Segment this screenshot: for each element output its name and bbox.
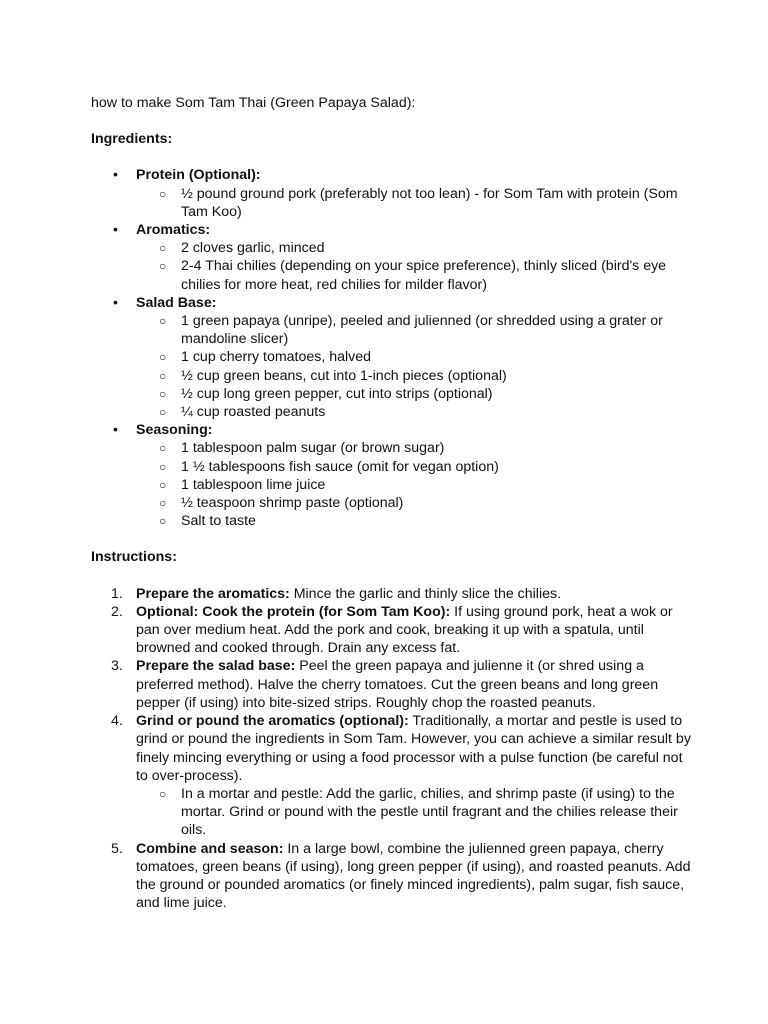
category-title: Seasoning: — [136, 422, 213, 439]
ingredient-items — [136, 185, 691, 221]
ingredient-item — [136, 348, 691, 366]
step-number: 4. — [111, 713, 123, 730]
ingredient-item — [136, 185, 691, 221]
step-text: If using ground pork, heat a wok or pan over medium heat. Add the pork and cook, breaking it up with a spatula, until browned and cooked through. Drain any excess fat. — [136, 603, 673, 657]
circle-bullet-icon: ○ — [159, 786, 167, 801]
category-title: Aromatics: — [136, 222, 211, 239]
ingredient-category — [91, 166, 691, 221]
circle-bullet-icon: ○ — [159, 477, 167, 492]
ingredient-text: ½ cup long green pepper, cut into strips (optional) — [181, 385, 493, 402]
step-title: Prepare the salad base: — [136, 658, 296, 675]
ingredient-text: 2-4 Thai chilies (depending on your spice preference), thinly sliced (bird's eye chilies for more heat, red chilies for milder flavor) — [181, 258, 667, 293]
circle-bullet-icon: ○ — [159, 405, 167, 420]
ingredient-text: ½ pound ground pork (preferably not too lean) - for Som Tam with protein (Som Tam Koo) — [181, 185, 678, 220]
document-page — [91, 94, 691, 912]
ingredients-list — [91, 166, 691, 530]
ingredient-item — [136, 494, 691, 512]
circle-bullet-icon: ○ — [159, 496, 167, 511]
ingredient-text: 2 cloves garlic, minced — [181, 240, 325, 257]
category-title: Salad Base: — [136, 294, 217, 311]
step-title: Prepare the aromatics: — [136, 585, 290, 602]
circle-bullet-icon: ○ — [159, 459, 167, 474]
ingredient-text: 1 ½ tablespoons fish sauce (omit for vegan option) — [181, 458, 499, 475]
circle-bullet-icon: ○ — [159, 350, 167, 365]
ingredient-category — [91, 294, 691, 421]
circle-bullet-icon: ○ — [159, 186, 167, 201]
step-number: 5. — [111, 840, 123, 857]
ingredients-heading: Ingredients: — [91, 131, 173, 148]
ingredient-item — [136, 312, 691, 348]
circle-bullet-icon: ○ — [159, 386, 167, 401]
category-title: Protein (Optional): — [136, 167, 261, 184]
step-title: Combine and season: — [136, 840, 284, 857]
ingredient-text: ¼ cup roasted peanuts — [181, 404, 326, 421]
circle-bullet-icon: ○ — [159, 259, 167, 274]
bullet-icon: • — [113, 294, 118, 311]
ingredient-text: ½ teaspoon shrimp paste (optional) — [181, 495, 404, 512]
ingredient-item — [136, 403, 691, 421]
ingredient-text: 1 tablespoon palm sugar (or brown sugar) — [181, 440, 445, 457]
instruction-substep — [136, 785, 691, 840]
instruction-step — [91, 712, 691, 839]
instruction-step — [91, 657, 691, 712]
step-title: Optional: Cook the protein (for Som Tam Koo): — [136, 603, 451, 620]
ingredient-item — [136, 439, 691, 457]
circle-bullet-icon: ○ — [159, 314, 167, 329]
circle-bullet-icon: ○ — [159, 241, 167, 256]
instruction-substeps — [136, 785, 691, 840]
ingredient-text: 1 cup cherry tomatoes, halved — [181, 349, 372, 366]
ingredient-text: 1 tablespoon lime juice — [181, 476, 326, 493]
instructions-heading: Instructions: — [91, 549, 177, 566]
instruction-step — [91, 603, 691, 658]
ingredient-category — [91, 421, 691, 530]
step-number: 1. — [111, 585, 123, 602]
ingredient-text: ½ cup green beans, cut into 1-inch pieces (optional) — [181, 367, 507, 384]
ingredient-item — [136, 385, 691, 403]
ingredient-item — [136, 239, 691, 257]
step-title: Grind or pound the aromatics (optional): — [136, 713, 409, 730]
ingredient-items — [136, 239, 691, 294]
step-text: In a large bowl, combine the julienned green papaya, cherry tomatoes, green beans (if using), long green pepper (if using), and roasted peanuts. Add the ground or pounded aromatics (or finely minced ingredients), palm sugar, fish sauce, and lime juice. — [136, 840, 691, 912]
ingredient-item — [136, 512, 691, 530]
step-text: Traditionally, a mortar and pestle is used to grind or pound the ingredients in Som Tam. However, you can achieve a similar result by finely mincing everything or using a food processor with a pulse function (be careful not to over-process). — [136, 713, 691, 784]
step-number: 2. — [111, 603, 123, 620]
ingredient-text: 1 green papaya (unripe), peeled and julienned (or shredded using a grater or mandoline slicer) — [181, 313, 663, 348]
circle-bullet-icon: ○ — [159, 441, 167, 456]
bullet-icon: • — [113, 422, 118, 439]
instruction-step — [91, 840, 691, 913]
step-text: Peel the green papaya and julienne it (or shred using a preferred method). Halve the cherry tomatoes. Cut the green beans and long green pepper (if using) into bite-sized strips. Roughly chop the roasted peanuts. — [136, 658, 659, 711]
ingredient-items — [136, 312, 691, 421]
ingredient-text: Salt to taste — [181, 513, 256, 530]
step-text: Mince the garlic and thinly slice the chilies. — [289, 585, 562, 602]
document-intro: how to make Som Tam Thai (Green Papaya Salad): — [91, 95, 416, 111]
bullet-icon: • — [113, 222, 118, 239]
ingredient-item — [136, 257, 691, 293]
ingredient-category — [91, 221, 691, 294]
substep-text: In a mortar and pestle: Add the garlic, chilies, and shrimp paste (if using) to the mortar. Grind or pound with the pestle until fragrant and the chilies release their oils. — [181, 785, 678, 839]
ingredient-items — [136, 439, 691, 530]
bullet-icon: • — [113, 167, 118, 184]
instructions-list — [91, 585, 691, 913]
ingredient-item — [136, 458, 691, 476]
ingredient-item — [136, 476, 691, 494]
circle-bullet-icon: ○ — [159, 514, 167, 529]
circle-bullet-icon: ○ — [159, 368, 167, 383]
instruction-step — [91, 585, 691, 603]
step-number: 3. — [111, 658, 123, 675]
ingredient-item — [136, 367, 691, 385]
